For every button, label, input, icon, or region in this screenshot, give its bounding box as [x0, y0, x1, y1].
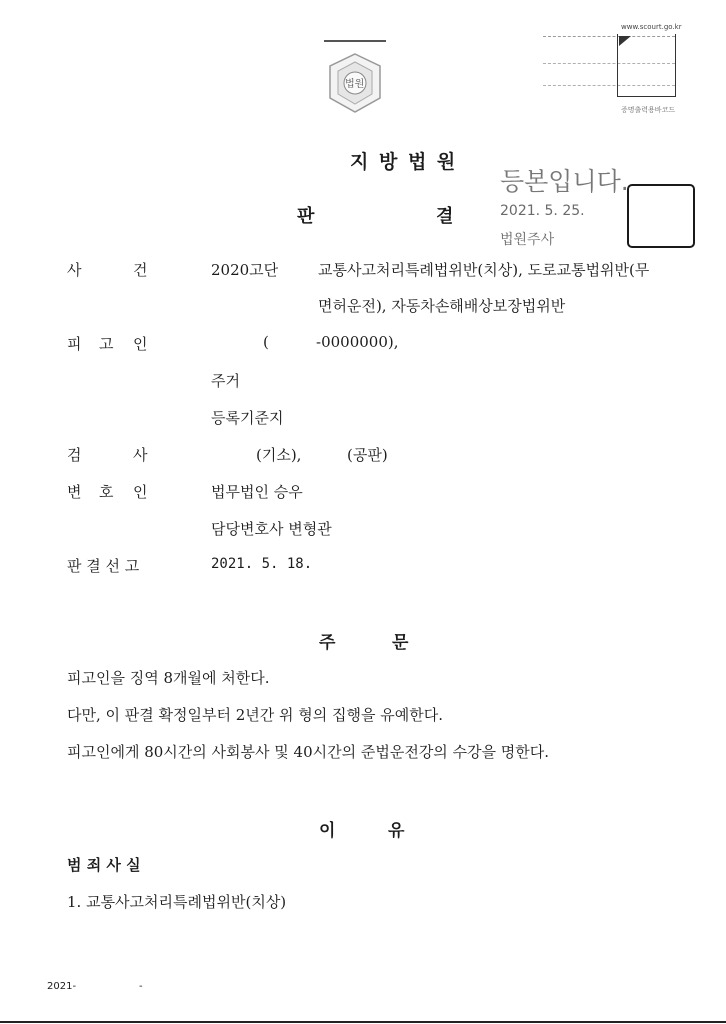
case-number: 2020고단 [211, 261, 279, 279]
defendant-label-2: 고 [99, 335, 114, 353]
defendant-label-3: 인 [133, 335, 148, 353]
prosecutor-label-2: 사 [133, 446, 148, 464]
reason-item-1: 1. 교통사고처리특례법위반(치상) [67, 893, 287, 911]
corner-mark-icon [619, 36, 631, 46]
order-heading-left: 주 [319, 633, 336, 653]
verdict-date-label: 판 결 선 고 [67, 557, 140, 575]
defendant-address-label: 주거 [211, 372, 240, 390]
certification-stamp-box [543, 23, 682, 117]
court-emblem [320, 36, 390, 126]
official-seal-box [627, 184, 695, 248]
verdict-date-value: 2021. 5. 18. [211, 556, 313, 572]
counsel-firm: 법무법인 승우 [211, 483, 303, 501]
footer-dash: - [139, 981, 143, 992]
counsel-label-3: 인 [133, 483, 148, 501]
footer-doc-number: 2021- [47, 981, 77, 992]
prosecutor-indict: (기소), [256, 446, 302, 464]
barcode-frame [617, 34, 676, 97]
doc-title-left: 판 [297, 206, 315, 227]
doc-title-right: 결 [436, 206, 454, 227]
case-charges-line1: 교통사고처리특례법위반(치상), 도로교통법위반(무 [318, 261, 650, 279]
counsel-label-2: 호 [99, 483, 114, 501]
order-heading-right: 문 [392, 633, 409, 653]
order-line-1: 피고인을 징역 8개월에 처한다. [67, 669, 270, 687]
defendant-id: -0000000), [316, 333, 399, 351]
case-label-1: 사 [67, 261, 82, 279]
defendant-id-open: ( [263, 333, 269, 351]
prosecutor-label-1: 검 [67, 446, 82, 464]
certify-text: 등본입니다. [500, 167, 629, 196]
order-line-3: 피고인에게 80시간의 사회봉사 및 40시간의 준법운전강의 수강을 명한다. [67, 743, 550, 761]
facts-label: 범 죄 사 실 [67, 856, 141, 874]
defendant-registry-label: 등록기준지 [211, 409, 284, 427]
reason-heading-right: 유 [388, 821, 405, 841]
case-charges-line2: 면허운전), 자동차손해배상보장법위반 [318, 297, 566, 315]
order-line-2: 다만, 이 판결 확정일부터 2년간 위 형의 집행을 유예한다. [67, 706, 444, 724]
defendant-label-1: 피 [67, 335, 82, 353]
counsel-attorney: 담당변호사 변형관 [211, 520, 332, 538]
emblem-label: 법원 [345, 79, 365, 90]
prosecutor-trial: (공판) [347, 446, 388, 464]
barcode-caption: 증명출력용바코드 [621, 106, 676, 114]
case-label-2: 건 [133, 261, 148, 279]
certify-date: 2021. 5. 25. [500, 203, 585, 219]
reason-heading-left: 이 [319, 821, 336, 841]
footer-line [0, 1021, 726, 1023]
court-name: 지 방 법 원 [350, 151, 458, 173]
certify-officer: 법원주사 [500, 232, 555, 248]
website-text: www.scourt.go.kr [621, 23, 682, 31]
counsel-label-1: 변 [67, 483, 82, 501]
